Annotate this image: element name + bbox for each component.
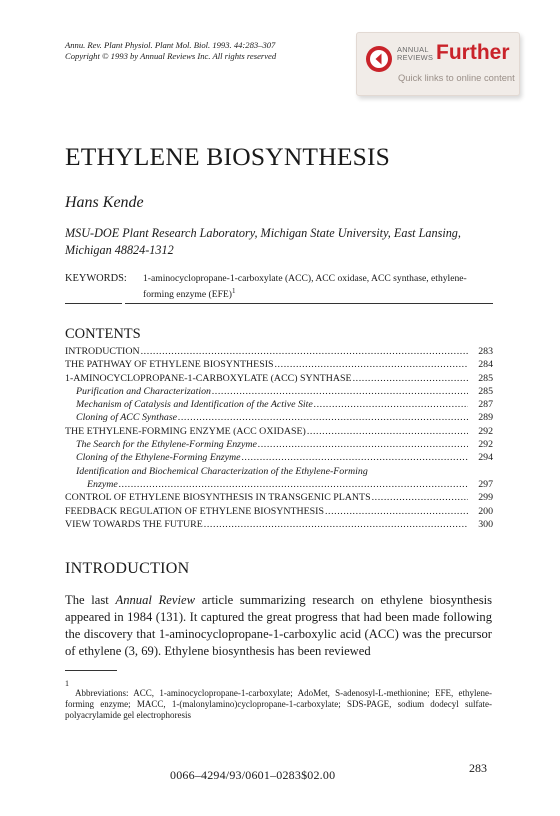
toc-entry-page: 292 xyxy=(478,439,493,451)
toc-entry-efe[interactable] xyxy=(65,426,493,439)
keywords-label: KEYWORDS: xyxy=(65,273,127,284)
footnote-text: Abbreviations: ACC, 1-aminocyclopropane-1-carboxylate; AdoMet, S-adenosyl-L-methionine; EFE, ethylene-forming enzyme; MACC, 1-(malonylamino)cyclopropane-1-carboxylate; SDS-PAGE, sodium dodecyl sulfate-polyacrylamide gel electrophoresis xyxy=(65,688,492,720)
toc-leader-dots xyxy=(204,519,468,530)
toc-entry-acc-synthase[interactable] xyxy=(65,373,493,386)
toc-leader-dots xyxy=(212,386,468,397)
toc-entry-title: The Search for the Ethylene-Forming Enzyme xyxy=(76,439,257,451)
toc-entry-page: 289 xyxy=(478,412,493,424)
toc-entry-title: 1-AMINOCYCLOPROPANE-1-CARBOXYLATE (ACC) SYNTHASE xyxy=(65,372,352,384)
quick-links-label: Quick links to online content xyxy=(398,72,515,83)
further-label: Further xyxy=(436,41,510,64)
keywords-list: 1-aminocyclopropane-1-carboxylate (ACC), ACC oxidase, ACC synthase, ethylene-forming enzyme (EFE) xyxy=(143,273,467,301)
toc-entry-title: THE ETHYLENE-FORMING ENZYME (ACC OXIDASE) xyxy=(65,425,306,437)
copyright-line: Copyright © 1993 by Annual Reviews Inc. All rights reserved xyxy=(65,51,277,61)
toc-entry-mechanism[interactable] xyxy=(65,399,493,412)
reviews-label: REVIEWS xyxy=(397,53,434,62)
footnote-rule xyxy=(65,670,117,671)
toc-entry-page: 299 xyxy=(478,492,493,504)
toc-leader-dots xyxy=(119,479,468,490)
toc-entry-title: CONTROL OF ETHYLENE BIOSYNTHESIS IN TRANSGENIC PLANTS xyxy=(65,492,371,504)
toc-entry-page: 285 xyxy=(478,385,493,397)
paragraph-emphasis: Annual Review xyxy=(115,593,195,607)
toc-leader-dots xyxy=(314,399,468,410)
toc-entry-page: 285 xyxy=(478,372,493,384)
toc-entry-introduction[interactable] xyxy=(65,346,493,359)
introduction-heading: INTRODUCTION xyxy=(65,560,190,577)
toc-leader-dots xyxy=(242,452,468,463)
toc-entry-page: 287 xyxy=(478,399,493,411)
toc-entry-transgenic[interactable] xyxy=(65,492,493,505)
toc-entry-title: Purification and Characterization xyxy=(76,385,211,397)
toc-leader-dots xyxy=(372,492,468,503)
annual-reviews-further-badge[interactable] xyxy=(356,32,520,96)
paragraph-text: article summarizing research on ethylene biosynthesis appeared in 1984 (131). It captured the great progress that had been made following the discovery that 1-aminocyclopropane-1-carboxylic acid (ACC) was the precursor of ethylene (3, 69). Ethylene biosynthesis has been reviewed xyxy=(65,593,492,658)
contents-heading: CONTENTS xyxy=(65,326,141,342)
article-title: ETHYLENE BIOSYNTHESIS xyxy=(65,142,391,171)
article-code: 0066–4294/93/0601–0283$02.00 xyxy=(170,768,336,782)
toc-entry-continuation xyxy=(76,479,493,492)
toc-entry-title: Cloning of ACC Synthase xyxy=(76,412,178,424)
toc-entry-page: 283 xyxy=(478,346,493,357)
toc-leader-dots xyxy=(178,412,468,423)
toc-entry-page: 292 xyxy=(478,425,493,437)
footnote-number: 1 xyxy=(65,679,69,688)
toc-entry-page: 300 xyxy=(478,518,493,530)
annual-reviews-label xyxy=(397,46,433,62)
toc-entry-title: Cloning of the Ethylene-Forming Enzyme xyxy=(76,452,241,464)
toc-entry-pathway[interactable] xyxy=(65,359,493,372)
keywords-rule xyxy=(125,303,493,304)
toc-entry-page: 200 xyxy=(478,505,493,517)
toc-entry-title: INTRODUCTION xyxy=(65,346,140,357)
toc-entry-page: 294 xyxy=(478,452,493,464)
page-number: 283 xyxy=(469,761,487,775)
toc-entry-future[interactable] xyxy=(65,519,493,532)
toc-entry-title: Mechanism of Catalysis and Identification of the Active Site xyxy=(76,399,313,411)
toc-entry-title: THE PATHWAY OF ETHYLENE BIOSYNTHESIS xyxy=(65,359,274,371)
toc-entry-identification-efe[interactable] xyxy=(65,466,493,493)
author-affiliation: MSU-DOE Plant Research Laboratory, Michigan State University, East Lansing, Michigan 48824-1312 xyxy=(65,226,461,257)
author-name: Hans Kende xyxy=(65,194,144,211)
keywords-footnote-mark: 1 xyxy=(231,287,236,295)
toc-leader-dots xyxy=(353,373,468,384)
toc-entry-page: 284 xyxy=(478,359,493,371)
introduction-paragraph xyxy=(65,592,492,660)
toc-entry-feedback[interactable] xyxy=(65,506,493,519)
toc-leader-dots xyxy=(325,506,468,517)
toc-entry-title: VIEW TOWARDS THE FUTURE xyxy=(65,518,203,530)
toc-entry-page: 297 xyxy=(478,478,493,490)
toc-entry-cloning-efe[interactable] xyxy=(65,452,493,465)
annual-label: ANNUAL xyxy=(397,45,429,54)
table-of-contents xyxy=(65,346,493,532)
play-arrow-icon xyxy=(365,45,393,73)
toc-entry-search-efe[interactable] xyxy=(65,439,493,452)
toc-leader-dots xyxy=(141,346,468,357)
toc-leader-dots xyxy=(258,439,468,450)
journal-citation-line: Annu. Rev. Plant Physiol. Plant Mol. Biol. 1993. 44:283–307 xyxy=(65,40,276,50)
toc-entry-purification[interactable] xyxy=(65,386,493,399)
toc-entry-title: FEEDBACK REGULATION OF ETHYLENE BIOSYNTHESIS xyxy=(65,505,324,517)
toc-entry-cloning-acc-synthase[interactable] xyxy=(65,412,493,425)
keywords-rule-short xyxy=(65,303,122,304)
toc-entry-title-line1: Identification and Biochemical Characterization of the Ethylene-Forming xyxy=(76,465,368,477)
paragraph-text: The last xyxy=(65,593,116,607)
toc-entry-title-line2: Enzyme xyxy=(87,478,118,490)
toc-leader-dots xyxy=(307,426,468,437)
toc-leader-dots xyxy=(274,359,468,370)
keywords-text xyxy=(143,272,495,301)
journal-citation xyxy=(65,40,276,62)
